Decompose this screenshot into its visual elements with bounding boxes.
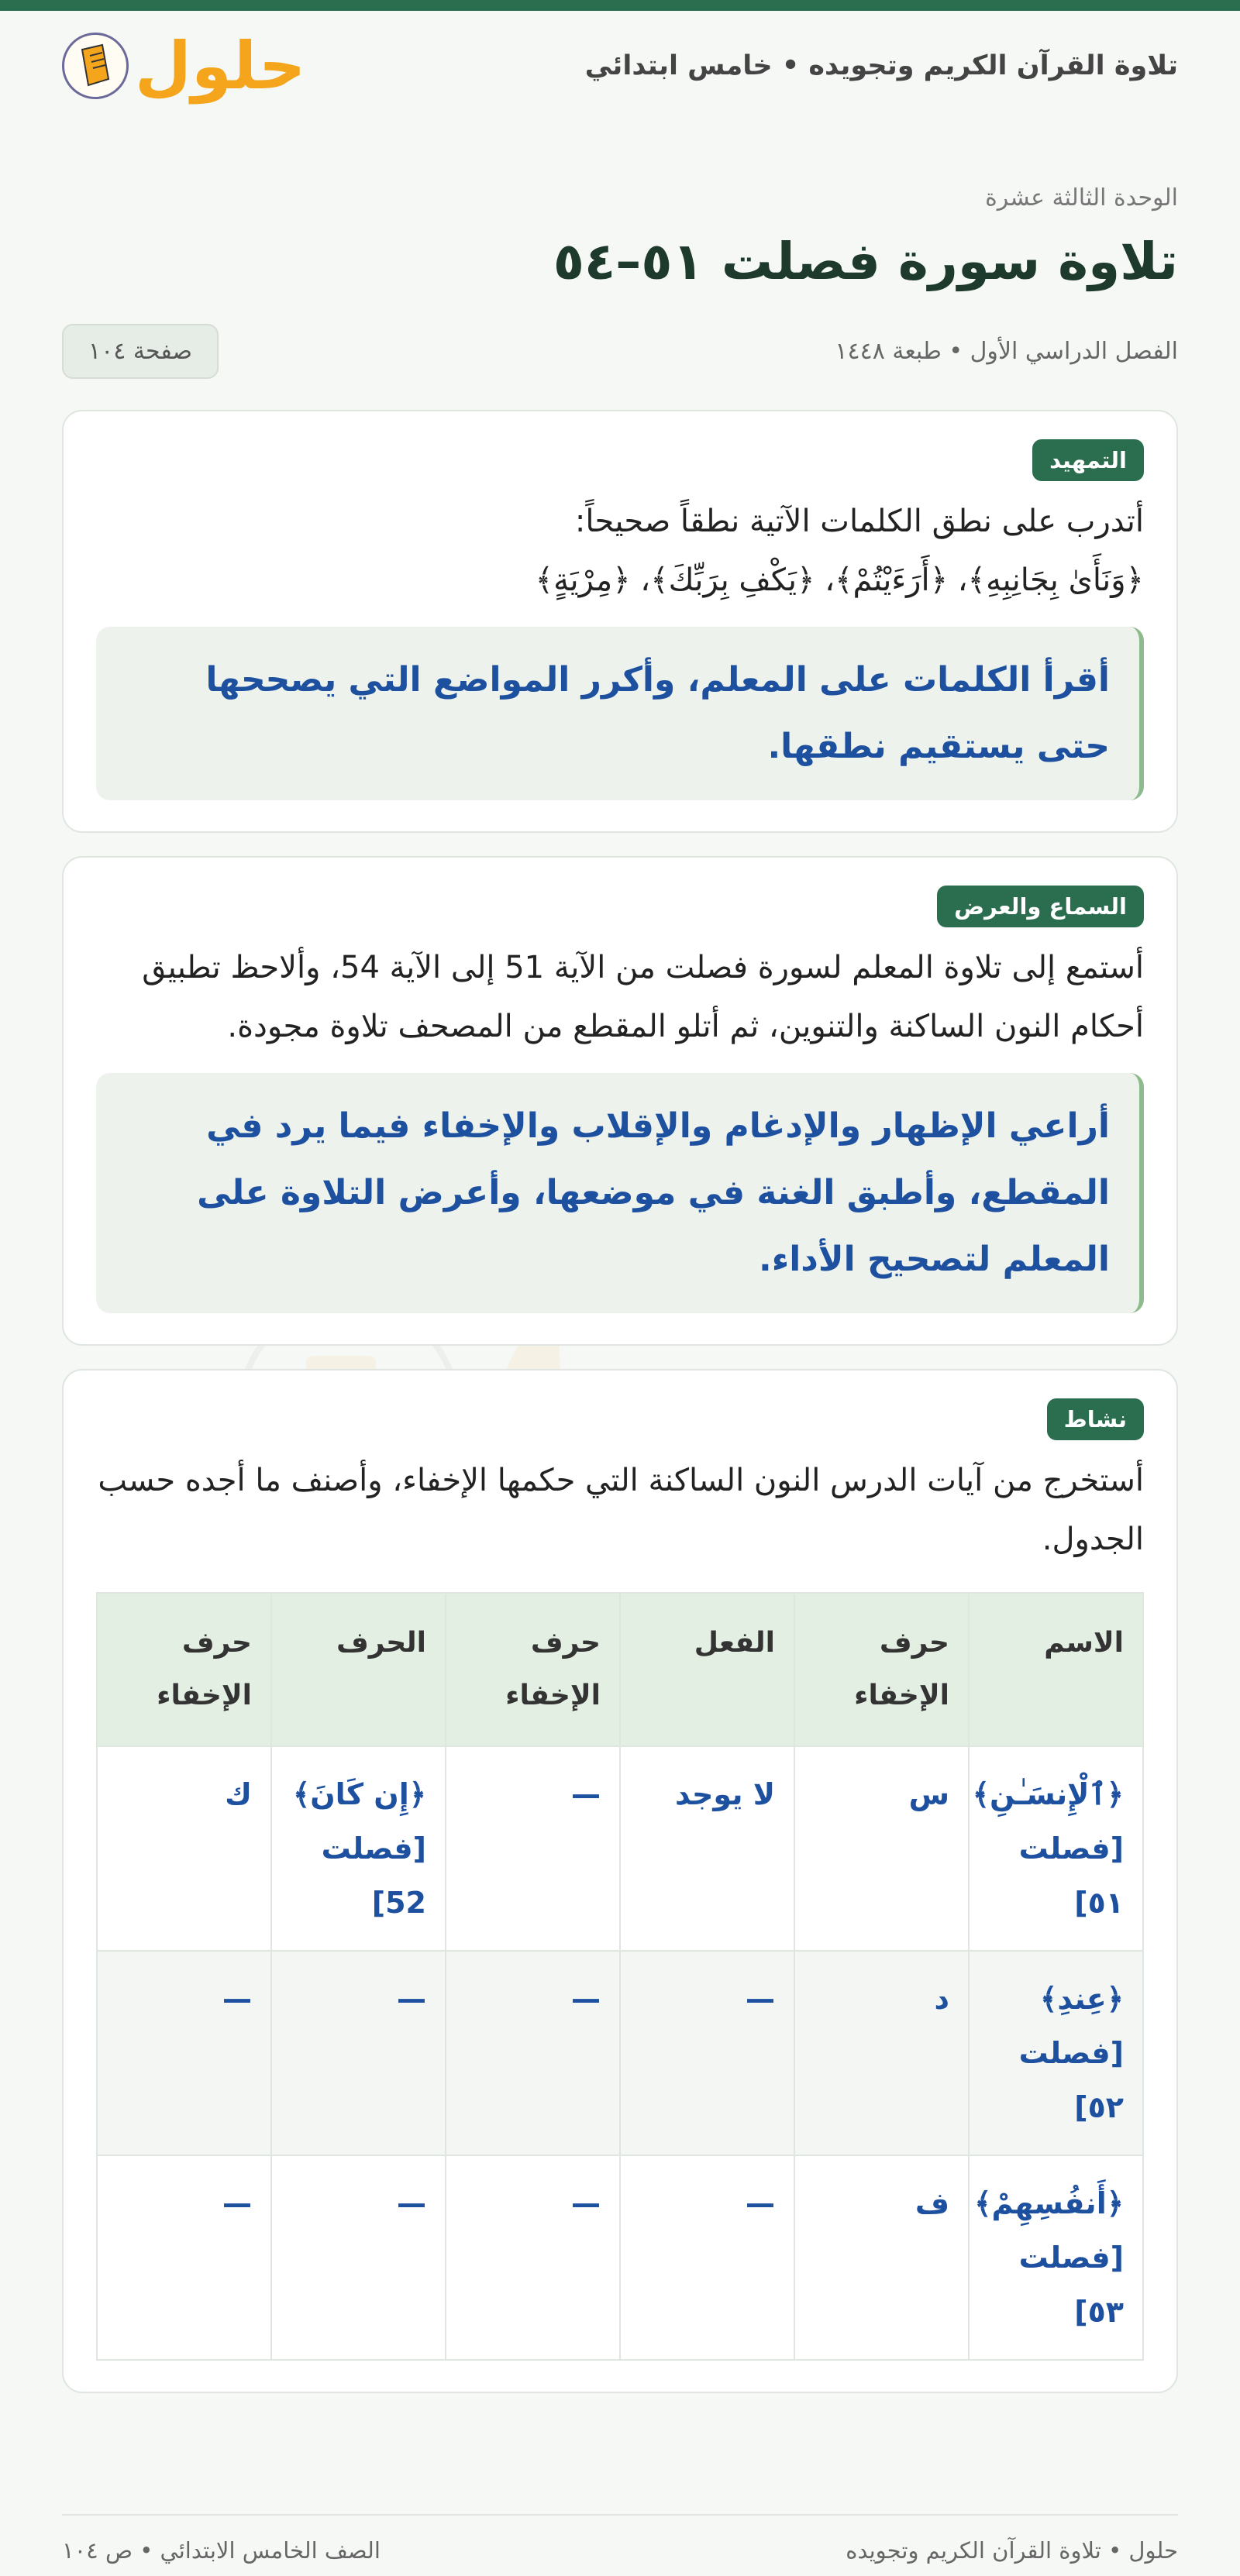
table-cell: — [620, 2155, 794, 2360]
page-header [62, 15, 1178, 116]
footer-book: حلول • تلاوة القرآن الكريم وتجويده [846, 2537, 1178, 2564]
table-row [97, 2155, 1143, 2360]
footer-grade-page: الصف الخامس الابتدائي • ص ١٠٤ [62, 2537, 381, 2564]
table-cell: — [97, 1951, 271, 2155]
col-particle: الحرف [271, 1593, 446, 1746]
table-cell: ﴿ٱلْإِنسَـٰنِ﴾ [فصلت ٥١] [969, 1746, 1143, 1951]
intro-text [96, 492, 1144, 610]
page-badge: صفحة ١٠٤ [62, 324, 219, 379]
table-cell: ﴿أَنفُسِهِمْ﴾ [فصلت ٥٣] [969, 2155, 1143, 2360]
page-footer [62, 2514, 1178, 2564]
lesson-title: تلاوة سورة فصلت ٥١–٥٤ [553, 232, 1178, 291]
table-header-row [97, 1593, 1143, 1746]
table-cell: ك [97, 1746, 271, 1951]
unit-label: الوحدة الثالثة عشرة [985, 184, 1178, 212]
activity-text: أستخرج من آيات الدرس النون الساكنة التي حكمها الإخفاء، وأصنف ما أجده حسب الجدول. [98, 1463, 1144, 1557]
table-row [97, 1746, 1143, 1951]
top-bar [0, 0, 1240, 11]
table-cell: لا يوجد [620, 1746, 794, 1951]
intro-callout: أقرأ الكلمات على المعلم، وأكرر المواضع التي يصححها حتى يستقيم نطقها. [96, 627, 1144, 800]
book-title: تلاوة القرآن الكريم وتجويده • خامس ابتدائي [584, 50, 1178, 81]
activity-card [62, 1369, 1178, 2393]
book-icon [62, 33, 129, 99]
table-cell: — [446, 1951, 620, 2155]
intro-card [62, 410, 1178, 833]
listening-text: أستمع إلى تلاوة المعلم لسورة فصلت من الآية 51 إلى الآية 54، وألاحظ تطبيق أحكام النون الساكنة والتنوين، ثم أتلو المقطع من المصحف تلاوة مجودة. [142, 950, 1144, 1044]
activity-tag: نشاط [1047, 1398, 1144, 1440]
hulul-logo[interactable] [62, 28, 306, 104]
intro-words: ﴿وَنَأَىٰ بِجَانِبِهِ﴾، ﴿أَرَءَيْتُمْ﴾، ﴿يَكْفِ بِرَبِّكَ﴾، ﴿مِرْيَةٍ﴾ [535, 562, 1144, 598]
semester-edition: الفصل الدراسي الأول • طبعة ١٤٤٨ [835, 338, 1178, 365]
table-cell: ﴿إِن كَانَ﴾ [فصلت 52] [271, 1746, 446, 1951]
meta-row [62, 324, 1178, 379]
logo-text: حلول [135, 28, 306, 104]
col-particle-letter: حرف الإخفاء [97, 1593, 271, 1746]
listening-card [62, 856, 1178, 1346]
col-noun: الاسم [969, 1593, 1143, 1746]
col-verb: الفعل [620, 1593, 794, 1746]
col-verb-letter: حرف الإخفاء [446, 1593, 620, 1746]
table-cell: — [446, 2155, 620, 2360]
table-cell: — [620, 1951, 794, 2155]
col-noun-letter: حرف الإخفاء [794, 1593, 969, 1746]
intro-line-1: أتدرب على نطق الكلمات الآتية نطقاً صحيحاً: [574, 504, 1144, 539]
ikhfa-table [96, 1592, 1144, 2361]
table-cell: — [271, 1951, 446, 2155]
table-cell: — [271, 2155, 446, 2360]
table-cell: ﴿عِندِ﴾ [فصلت ٥٢] [969, 1951, 1143, 2155]
table-cell: د [794, 1951, 969, 2155]
intro-tag: التمهيد [1032, 439, 1144, 481]
table-cell: — [446, 1746, 620, 1951]
listening-callout: أراعي الإظهار والإدغام والإقلاب والإخفاء فيما يرد في المقطع، وأطبق الغنة في موضعها، وأعرض التلاوة على المعلم لتصحيح الأداء. [96, 1073, 1144, 1313]
table-row [97, 1951, 1143, 2155]
listening-tag: السماع والعرض [937, 886, 1144, 927]
table-cell: — [97, 2155, 271, 2360]
table-cell: ف [794, 2155, 969, 2360]
table-cell: س [794, 1746, 969, 1951]
